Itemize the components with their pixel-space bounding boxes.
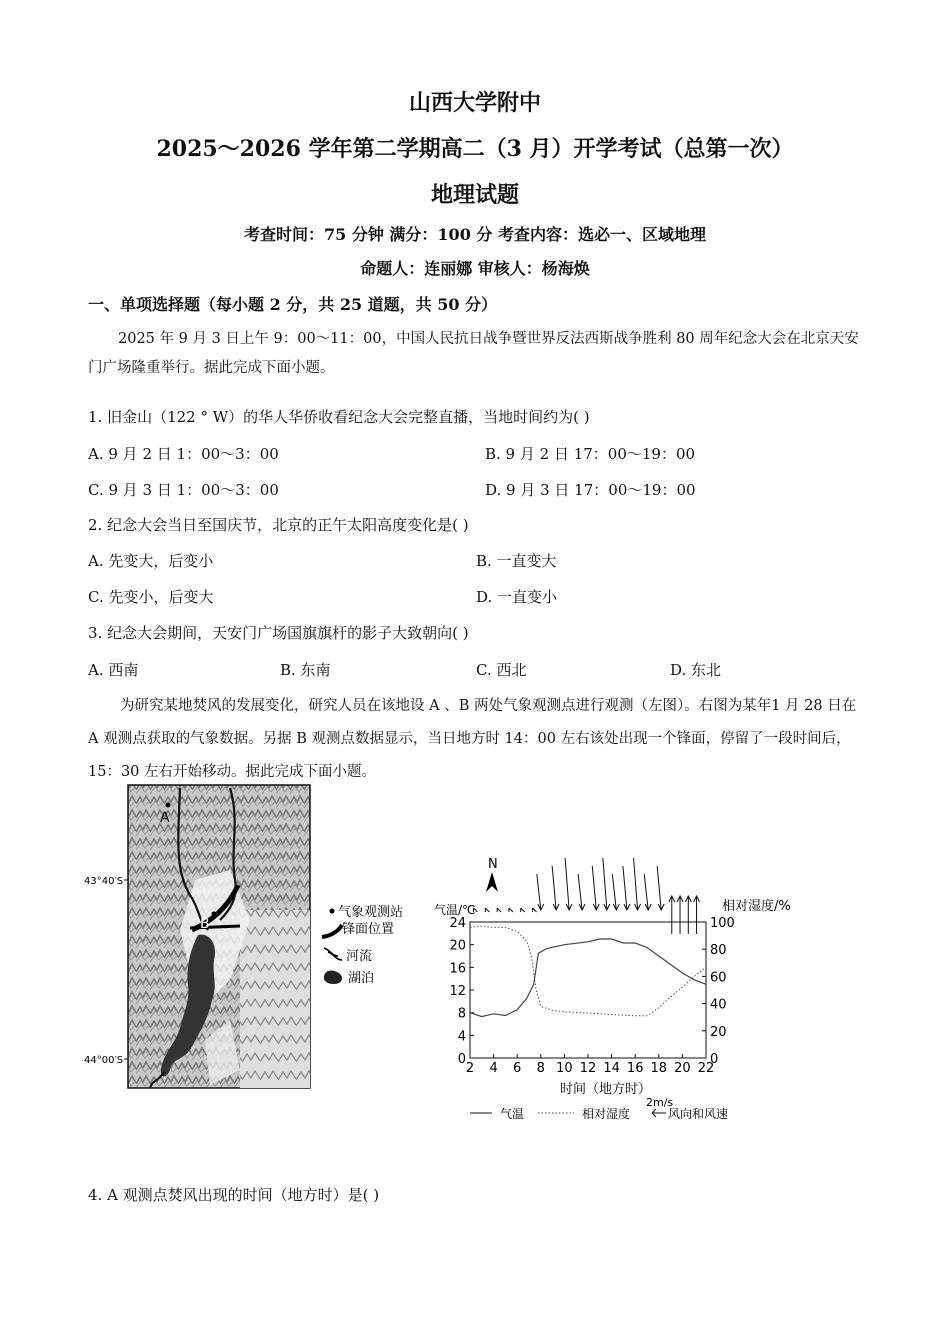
passage-1: 2025 年 9 月 3 日上午 9：00～11：00，中国人民抗日战争暨世界反法西斯战争胜利 80 周年纪念大会在北京天安门广场隆重举行。据此完成下面小题。 xyxy=(88,331,859,376)
y-left-tick-label: 4 xyxy=(457,1029,466,1045)
y-left-tick-label: 12 xyxy=(449,984,466,999)
north-label: N xyxy=(488,857,498,872)
y-right-tick-label: 100 xyxy=(710,916,735,931)
wind-arrow-icon xyxy=(592,866,599,910)
q2-option-c[interactable]: C. 先变小，后变大 xyxy=(88,588,214,606)
legend-station-icon xyxy=(330,909,335,914)
legend-humidity-label: 相对湿度 xyxy=(582,1107,631,1121)
wind-arrow-icon xyxy=(685,896,691,934)
legend-lake-label: 湖泊 xyxy=(348,971,375,986)
wind-arrow-icon xyxy=(485,908,489,912)
y-left-tick-label: 0 xyxy=(457,1052,466,1067)
wind-arrow-icon xyxy=(677,896,683,934)
y-left-tick-label: 24 xyxy=(449,916,466,931)
q2-option-a[interactable]: A. 先变大，后变小 xyxy=(88,552,214,570)
school-name: 山西大学附中 xyxy=(408,90,541,116)
legend-wind-label: 风向和风速 xyxy=(668,1107,729,1121)
q1-option-c[interactable]: C. 9 月 3 日 1：00～3：00 xyxy=(88,481,279,499)
y-right-tick-label: 80 xyxy=(710,943,727,959)
wind-arrow-icon xyxy=(533,908,537,912)
wind-arrow-icon xyxy=(537,874,544,910)
wind-arrow-icon xyxy=(669,896,675,934)
y-right-tick-label: 0 xyxy=(710,1052,719,1067)
wind-arrow-icon xyxy=(509,908,513,912)
legend-front-label: 锋面位置 xyxy=(342,922,395,937)
q3-option-a[interactable]: A. 西南 xyxy=(88,661,139,679)
wind-arrow-icon xyxy=(612,874,619,910)
wind-arrow-icon xyxy=(694,896,700,934)
legend-river-icon xyxy=(324,948,342,960)
wind-arrow-icon xyxy=(634,858,641,910)
y-right-tick-label: 40 xyxy=(710,997,727,1013)
q3-option-c[interactable]: C. 西北 xyxy=(476,661,527,679)
q3-option-d[interactable]: D. 东北 xyxy=(670,661,722,679)
x-tick-label: 6 xyxy=(513,1061,522,1076)
humidity-series-line xyxy=(470,926,706,1016)
y-right-tick-label: 20 xyxy=(710,1024,727,1040)
legend-lake-icon xyxy=(324,971,342,985)
relief-map xyxy=(80,780,420,1100)
exam-title: 2025～2026 学年第二学期高二（3 月）开学考试（总第一次） xyxy=(156,136,794,162)
q2-option-b[interactable]: B. 一直变大 xyxy=(476,552,557,570)
station-a-dot xyxy=(166,803,171,808)
weather-chart xyxy=(434,850,791,1130)
x-tick-label: 10 xyxy=(556,1061,573,1076)
question-3-stem: 3. 纪念大会期间，天安门广场国旗旗杆的影子大致朝向( ) xyxy=(88,624,469,642)
passage-2: 为研究某地焚风的发展变化，研究人员在该地设 A 、B 两处气象观测点进行观测（左图）。右图为某年1 月 28 日在 A 观测点获取的气象数据。另据 B 观测点数据显示，当日地方时 14：00 左右该处出现一个锋面，停留了一段时间后，15：30 左右开始移动。据此完成下面小题。 xyxy=(88,698,857,780)
wind-arrow-icon xyxy=(578,874,585,910)
q3-option-b[interactable]: B. 东南 xyxy=(280,661,331,679)
question-1-stem: 1. 旧金山（122 ° W）的华人华侨收看纪念大会完整直播，当地时间约为( ) xyxy=(88,408,590,426)
x-tick-label: 12 xyxy=(579,1061,597,1076)
y-left-tick-label: 8 xyxy=(457,1006,466,1022)
legend-temp-label: 气温 xyxy=(500,1107,525,1121)
x-tick-label: 8 xyxy=(536,1061,545,1076)
q1-option-b[interactable]: B. 9 月 2 日 17：00～19：00 xyxy=(485,445,696,463)
temperature-series-line xyxy=(470,939,706,1017)
section-heading: 一、单项选择题（每小题 2 分，共 25 道题，共 50 分） xyxy=(88,295,498,314)
x-axis-title: 时间（地方时） xyxy=(560,1082,652,1097)
subject-title: 地理试题 xyxy=(430,182,519,208)
x-tick-label: 14 xyxy=(603,1061,620,1076)
exam-info: 考查时间：75 分钟 满分：100 分 考查内容：选必一、区域地理 xyxy=(244,225,706,244)
wind-arrow-icon xyxy=(657,866,664,910)
wind-arrow-icon xyxy=(603,858,610,910)
north-arrow-icon xyxy=(486,872,498,892)
wind-arrow-icon xyxy=(623,866,630,910)
y-left-tick-label: 16 xyxy=(449,961,466,977)
x-tick-label: 4 xyxy=(489,1061,498,1076)
legend-station-label: 气象观测站 xyxy=(338,905,404,920)
question-4-stem: 4. A 观测点焚风出现的时间（地方时）是( ) xyxy=(88,1186,380,1204)
lat-bottom-label: 44°00′S xyxy=(84,1055,124,1066)
q2-option-d[interactable]: D. 一直变小 xyxy=(476,588,558,606)
x-tick-label: 22 xyxy=(697,1061,715,1076)
q1-option-a[interactable]: A. 9 月 2 日 1：00～3：00 xyxy=(88,445,279,463)
y-right-title: 相对湿度/% xyxy=(722,899,791,914)
wind-arrow-icon xyxy=(565,858,572,910)
x-tick-label: 16 xyxy=(626,1061,644,1076)
y-right-tick-label: 60 xyxy=(710,970,727,986)
exam-authors: 命题人：连丽娜 审核人：杨海焕 xyxy=(360,259,590,278)
wind-arrow-icon xyxy=(521,908,525,912)
x-tick-label: 2 xyxy=(465,1061,475,1076)
wind-arrow-icon xyxy=(644,874,651,910)
x-tick-label: 18 xyxy=(650,1061,668,1076)
wind-arrow-icon xyxy=(497,908,501,912)
point-a-label: A xyxy=(160,810,170,826)
q1-option-d[interactable]: D. 9 月 3 日 17：00～19：00 xyxy=(485,481,696,499)
y-left-title: 气温/℃ xyxy=(434,903,476,917)
wind-scale-label: 2m/s xyxy=(646,1096,674,1109)
question-2-stem: 2. 纪念大会当日至国庆节，北京的正午太阳高度变化是( ) xyxy=(88,516,469,534)
x-tick-label: 20 xyxy=(674,1061,691,1076)
y-left-tick-label: 20 xyxy=(449,938,466,954)
legend-front-icon xyxy=(322,925,342,937)
wind-arrow-icon xyxy=(552,866,559,910)
point-b-label: B xyxy=(200,916,210,932)
station-b-dot xyxy=(212,912,217,917)
legend-wind-icon xyxy=(652,1109,666,1117)
legend-river-label: 河流 xyxy=(346,949,373,964)
lat-top-label: 43°40′S xyxy=(84,876,124,887)
